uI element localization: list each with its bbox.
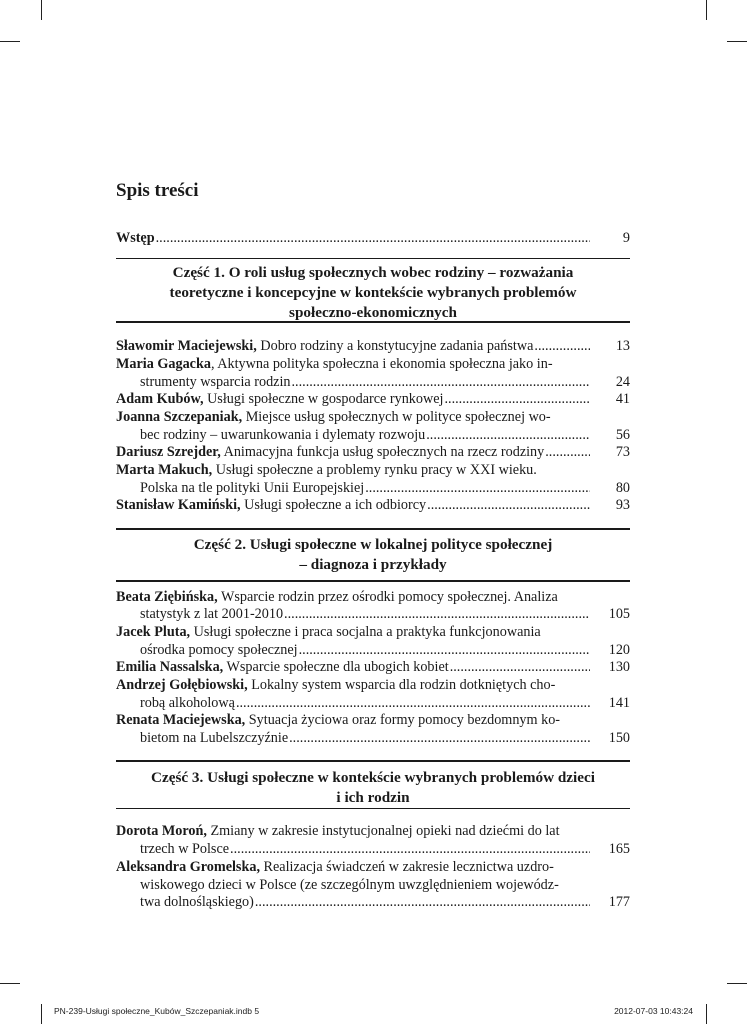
entry-author: Maria Gagacka — [116, 356, 211, 372]
entry-author: Beata Ziębińska, — [116, 589, 218, 605]
entry-author: Sławomir Maciejewski, — [116, 338, 257, 354]
toc-entry-continuation — [116, 876, 630, 894]
entry-title: Usługi społeczne w gospodarce rynkowej — [207, 391, 444, 407]
entry-author: Aleksandra Gromelska, — [116, 859, 260, 875]
page-number: 105 — [608, 606, 630, 622]
leader-dots — [156, 229, 590, 247]
page-number: 130 — [608, 659, 630, 675]
page-number: 24 — [615, 374, 630, 390]
entry-title: Usługi społeczne a ich odbiorcy — [244, 497, 427, 513]
leader-dots — [534, 337, 590, 355]
section-rule — [116, 258, 630, 259]
entry-title: Wsparcie społeczne dla ubogich kobiet — [226, 659, 449, 675]
crop-mark — [41, 1004, 42, 1024]
crop-mark — [706, 1004, 707, 1024]
crop-mark — [727, 983, 747, 984]
entry-title: robą alkoholową — [140, 695, 235, 711]
toc-entry[interactable] — [116, 822, 630, 840]
entry-title: Lokalny system wsparcia dla rodzin dotkniętych cho- — [251, 677, 556, 693]
page-number: 9 — [622, 230, 630, 246]
entry-title: Miejsce usług społecznych w polityce społecznej wo- — [245, 409, 551, 425]
toc-entry[interactable] — [116, 390, 630, 408]
toc-entry-continuation — [116, 694, 630, 712]
toc-entry-continuation — [116, 605, 630, 623]
print-footer-file: PN-239-Usługi społeczne_Kubów_Szczepaniak.indb 5 — [54, 1006, 260, 1016]
section-rule — [116, 580, 630, 582]
part-3-heading: Część 3. Usługi społeczne w kontekście wybranych problemów dzieci i ich rodzin — [151, 769, 595, 806]
section-rule — [116, 808, 630, 809]
leader-dots — [292, 373, 591, 391]
entry-author: Stanisław Kamiński, — [116, 497, 241, 513]
toc-entry-continuation — [116, 641, 630, 659]
entry-author: Jacek Pluta, — [116, 624, 191, 640]
entry-author: Dariusz Szrejder, — [116, 444, 221, 460]
leader-dots — [299, 641, 590, 659]
entry-title: trzech w Polsce — [140, 841, 230, 857]
entry-title: Dobro rodziny a konstytucyjne zadania państwa — [260, 338, 534, 354]
toc-entry-continuation — [116, 893, 630, 911]
section-rule — [116, 528, 630, 530]
leader-dots — [236, 694, 590, 712]
page-number: 165 — [608, 841, 630, 857]
toc-entry-continuation — [116, 729, 630, 747]
entry-author: Emilia Nassalska, — [116, 659, 224, 675]
entry-title: , Aktywna polityka społeczna i ekonomia społeczna jako in- — [210, 356, 553, 372]
page-number: 141 — [608, 695, 630, 711]
entry-title: strumenty wsparcia rodzin — [140, 374, 291, 390]
toc-entry[interactable] — [116, 588, 630, 606]
toc-entry[interactable] — [116, 623, 630, 641]
toc-entry[interactable] — [116, 443, 630, 461]
page-number: 73 — [615, 444, 630, 460]
entry-title: bec rodziny – uwarunkowania i dylematy rozwoju — [140, 427, 426, 443]
entry-title: Usługi społeczne a problemy rynku pracy w XXI wieku. — [215, 462, 537, 478]
page-number: 93 — [615, 497, 630, 513]
toc-entry[interactable] — [116, 461, 630, 479]
page-number: 150 — [608, 730, 630, 746]
toc-entry[interactable] — [116, 676, 630, 694]
toc-entry[interactable] — [116, 858, 630, 876]
leader-dots — [444, 390, 590, 408]
toc-entry[interactable] — [116, 408, 630, 426]
entry-author: Adam Kubów, — [116, 391, 204, 407]
toc-entry[interactable] — [116, 711, 630, 729]
entry-title: bietom na Lubelszczyźnie — [140, 730, 289, 746]
entry-title: twa dolnośląskiego) — [140, 894, 254, 910]
entry-author: Joanna Szczepaniak, — [116, 409, 243, 425]
leader-dots — [284, 605, 590, 623]
print-footer-timestamp: 2012-07-03 10:43:24 — [614, 1006, 693, 1016]
leader-dots — [365, 479, 590, 497]
entry-author: Andrzej Gołębiowski, — [116, 677, 248, 693]
toc-entry-continuation — [116, 840, 630, 858]
toc-entry-continuation — [116, 479, 630, 497]
entry-title: Realizacja świadczeń w zakresie lecznictwa uzdro- — [263, 859, 554, 875]
toc-entry-intro[interactable] — [116, 229, 630, 247]
entry-author: Renata Maciejewska, — [116, 712, 246, 728]
part-2-heading: Część 2. Usługi społeczne w lokalnej polityce społecznej – diagnoza i przykłady — [193, 536, 553, 573]
entry-author: Dorota Moroń, — [116, 823, 207, 839]
entry-title: Animacyjna funkcja usług społecznych na rzecz rodziny — [223, 444, 545, 460]
entry-title: Usługi społeczne i praca socjalna a praktyka funkcjonowania — [193, 624, 541, 640]
page-number: 120 — [608, 642, 630, 658]
leader-dots — [289, 729, 590, 747]
toc-entry-continuation — [116, 426, 630, 444]
toc-entry[interactable] — [116, 337, 630, 355]
crop-mark — [706, 0, 707, 20]
entry-author: Marta Makuch, — [116, 462, 213, 478]
page-title: Spis treści — [116, 180, 199, 201]
part-1-heading: Część 1. O roli usług społecznych wobec rodziny – rozważania teoretyczne i koncepcyjne w kontekście wybranych problemów społeczno-ekonomicznych — [169, 264, 577, 321]
toc-entry-title: Wstęp — [116, 230, 155, 246]
crop-mark — [0, 983, 20, 984]
leader-dots — [545, 443, 590, 461]
leader-dots — [426, 426, 590, 444]
toc-entry-continuation — [116, 373, 630, 391]
leader-dots — [230, 840, 590, 858]
leader-dots — [427, 496, 590, 514]
crop-mark — [0, 41, 20, 42]
page-number: 177 — [608, 894, 630, 910]
entry-title: Wsparcie rodzin przez ośrodki pomocy społecznej. Analiza — [221, 589, 558, 605]
toc-entry[interactable] — [116, 496, 630, 514]
entry-title: wiskowego dzieci w Polsce (ze szczególnym uwzględnieniem wojewódz- — [140, 877, 559, 893]
crop-mark — [41, 0, 42, 20]
leader-dots — [255, 893, 590, 911]
section-rule — [116, 760, 630, 762]
page-number: 13 — [615, 338, 630, 354]
page-number: 56 — [615, 427, 630, 443]
entry-title: ośrodka pomocy społecznej — [140, 642, 298, 658]
page-number: 41 — [615, 391, 630, 407]
entry-title: Polska na tle polityki Unii Europejskiej — [140, 480, 365, 496]
crop-mark — [727, 41, 747, 42]
leader-dots — [450, 658, 590, 676]
section-rule — [116, 321, 630, 323]
page-number: 80 — [615, 480, 630, 496]
entry-title: statystyk z lat 2001-2010 — [140, 606, 284, 622]
toc-entry[interactable] — [116, 355, 630, 373]
toc-entry[interactable] — [116, 658, 630, 676]
entry-title: Zmiany w zakresie instytucjonalnej opieki nad dziećmi do lat — [210, 823, 560, 839]
entry-title: Sytuacja życiowa oraz formy pomocy bezdomnym ko- — [248, 712, 561, 728]
